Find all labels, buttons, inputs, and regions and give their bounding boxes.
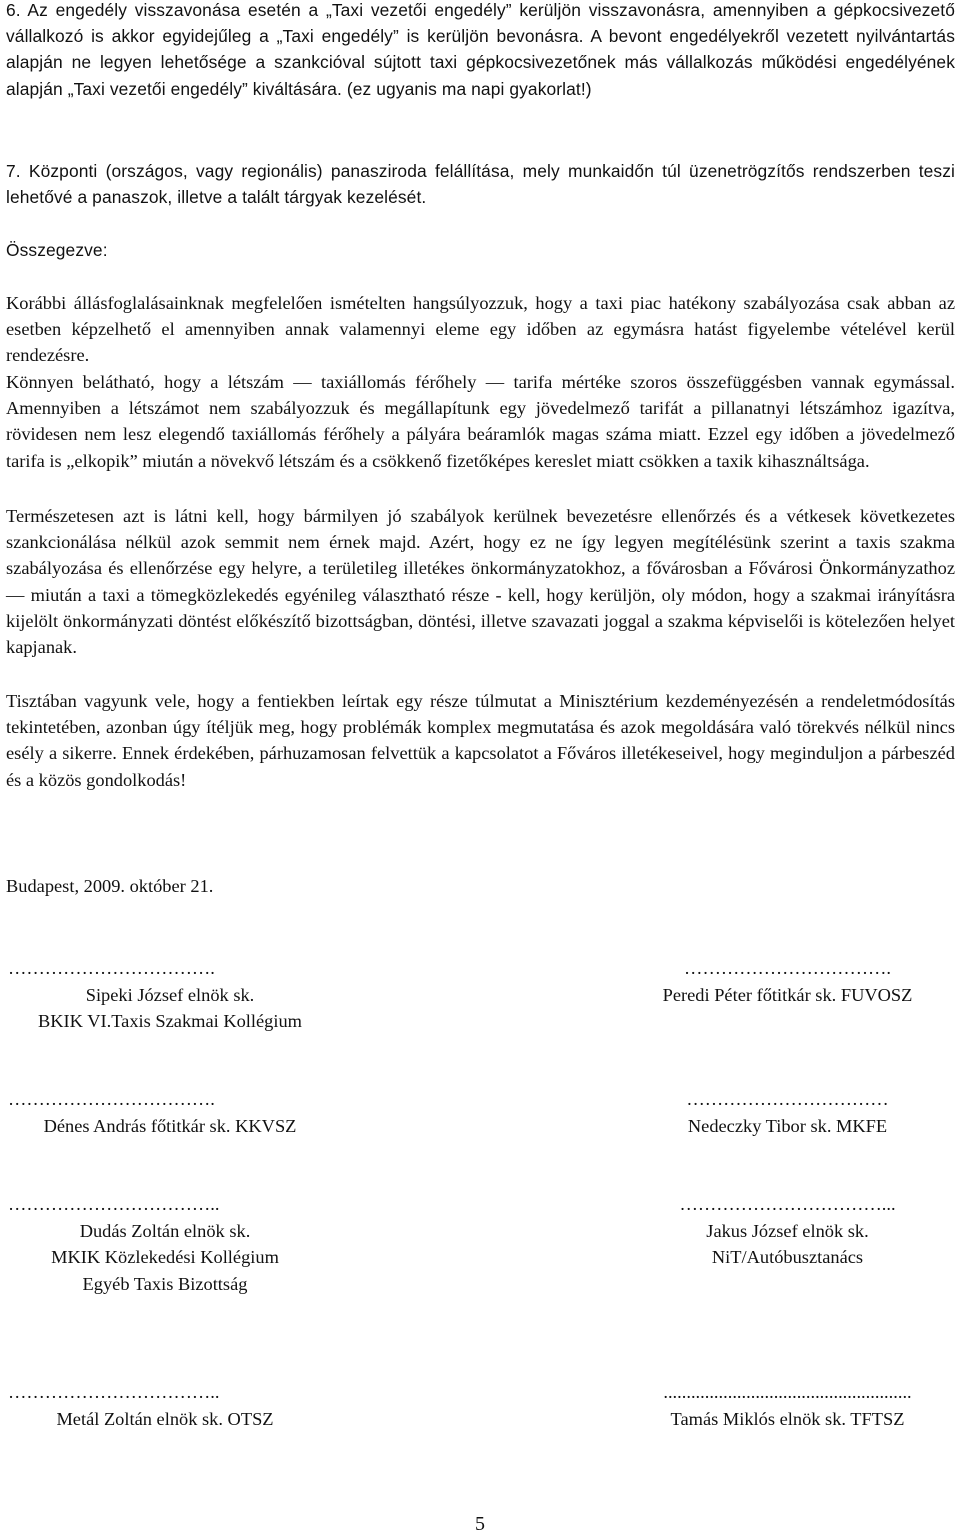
signature-organization: NiT/Autóbusztanács [711,1247,864,1267]
signature-block-jakus [615,1191,960,1271]
signature-dots: ……………………………. [8,958,215,978]
signature-dots: …………………………….. [8,1194,220,1214]
signature-name: Dudás Zoltán elnök sk. [79,1220,251,1241]
signature-organization: BKIK VI.Taxis Szakmai Kollégium [38,1011,302,1031]
signature-dots: ……………………………. [8,1089,215,1109]
signature-dots: ……………………………... [679,1194,896,1214]
signature-dots: …………………………….. [8,1382,220,1402]
signature-name: Metál Zoltán elnök sk. OTSZ [56,1408,274,1429]
signature-dots: ...................................................... [663,1382,912,1402]
signature-name: Dénes András főtitkár sk. KKVSZ [43,1115,297,1136]
paragraph-item-7: 7. Központi (országos, vagy regionális) panasziroda felállítása, mely munkaidőn túl üzenetrögzítős rendszerben teszi lehetővé a panaszok, illetve a talált tárgyak kezelését. [6,161,955,208]
signature-block-nedeczky [615,1086,960,1139]
paragraph-item-6: 6. Az engedély visszavonása esetén a „Taxi vezetői engedély” kerüljön visszavonásra, amennyiben a gépkocsivezető vállalkozó is akkor egyidejűleg a „Taxi engedély” is kerüljön bevonásra. A bevont engedélyekről vezetett nyilvántartás alapján ne legyen lehetősége a szankcióval sújtott taxi gépkocsivezetőnek más vállalkozás működési engedélyének alapján „Taxi vezetői engedély” kiváltására. (ez ugyanis ma napi gyakorlat!) [6,0,955,99]
signature-name: Sipeki József elnök sk. [85,984,255,1005]
signature-block-denes [0,1086,340,1139]
signature-dots: ……………………………. [684,958,891,978]
summary-paragraph-1: Korábbi állásfoglalásainknak megfelelően ismételten hangsúlyozzuk, hogy a taxi piac hatékony szabályozása csak abban az esetben képzelhető el amennyiben annak valamennyi eleme egy időben az egymásra hatást figyelembe vételével kerül rendezésre. [6,293,955,366]
summary-paragraph-3: Természetesen azt is látni kell, hogy bármilyen jó szabályok kerülnek bevezetésre ellenőrzés és a vétkesek következetes szankcionálása nélkül azok semmit nem érnek majd. Azért, hogy ez ne így legyen megítélésünk szerint a taxis szakma szabályozása és ellenőrzése egy helyre, a területileg illetékes önkormányzatokhoz, a fővárosban a Fővárosi Önkormányzathoz — miután a taxi a tömegközlekedés egyénileg választható része - kell, hogy kerüljön, oly módon, hogy a szakmai irányításra kijelölt önkormányzati döntést előkészítő bizottságban, döntési, illetve szavazati joggal a szakma képviselői is kötelezően helyet kapjanak. [6,506,955,658]
signature-organization: Egyéb Taxis Bizottság [82,1273,248,1294]
place-date: Budapest, 2009. október 21. [6,876,214,896]
summary-paragraph-2: Könnyen belátható, hogy a létszám — taxiállomás férőhely — tarifa mértéke szoros összefüggésben vannak egymással. Amennyiben a létszámot nem szabályozzuk és megállapítunk egy jövedelmező tarifát a pillanatnyi létszámhoz igazítva, rövidesen nem lesz elegendő taxiállomás férőhely a pályára beáramlók magas száma miatt. Ezzel egy időben a jövedelmező tarifa is „elkopik” miután a növekvő létszám és a csökkenő fizetőképes kereslet miatt csökken a taxik kihasználtsága. [6,372,955,471]
signature-block-peredi [615,955,960,1008]
signature-block-metal [0,1379,330,1432]
signature-organization: MKIK Közlekedési Kollégium [51,1247,279,1267]
signature-name: Peredi Péter főtitkár sk. FUVOSZ [662,984,913,1005]
summary-heading: Összegezve: [6,240,108,260]
signature-name: Nedeczky Tibor sk. MKFE [687,1115,888,1136]
summary-paragraph-4: Tisztában vagyunk vele, hogy a fentiekben leírtak egy része túlmutat a Minisztérium kezdeményezésén a rendeletmódosítás tekintetében, azonban úgy ítéljük meg, hogy problémák komplex megmutatása és azok megoldására való törekvés nélkül nincs esély a sikerre. Ennek érdekében, párhuzamosan felvettük a kapcsolatot a Főváros illetékeseivel, hogy meginduljon a párbeszéd és a közös gondolkodás! [6,691,955,790]
signature-block-tamas [615,1379,960,1432]
signature-name: Jakus József elnök sk. [706,1220,869,1241]
page-number: 5 [475,1513,485,1535]
signature-block-dudas [0,1191,330,1297]
signature-name: Tamás Miklós elnök sk. TFTSZ [670,1408,905,1429]
signature-block-sipeki [0,955,340,1035]
signature-dots: …………………………… [686,1089,889,1109]
